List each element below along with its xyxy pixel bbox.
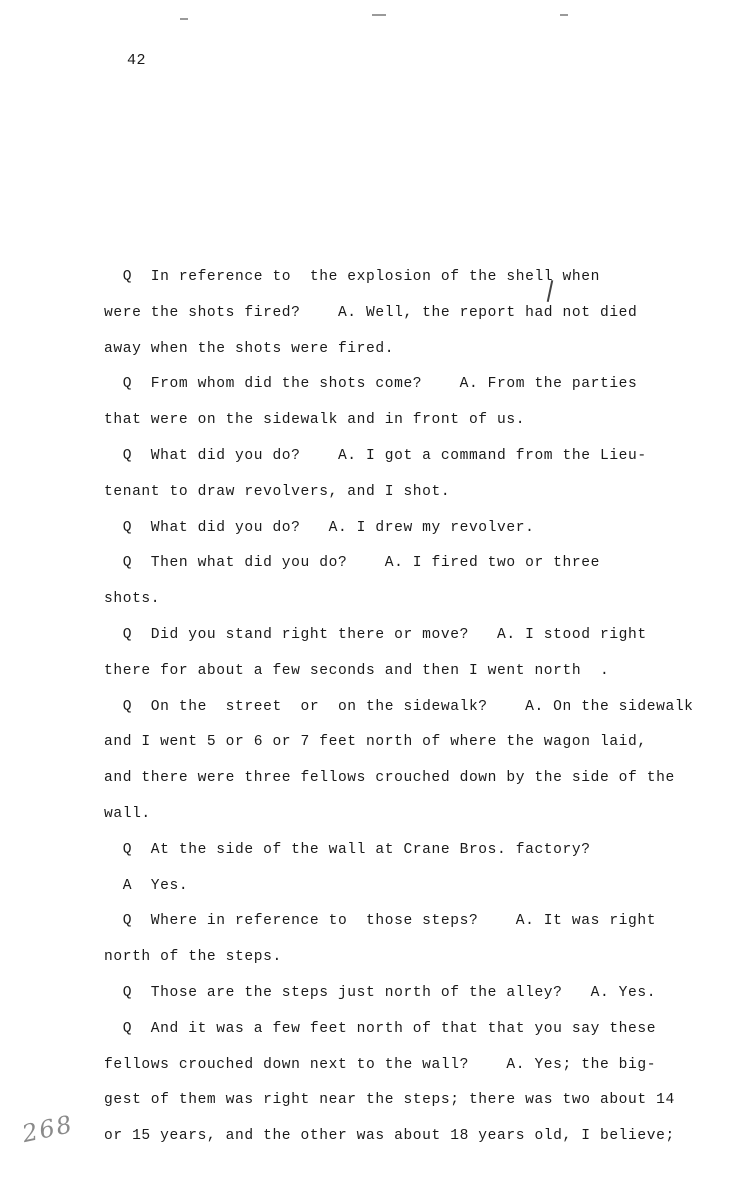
scan-mark [372, 14, 386, 16]
transcript-line: shots. [104, 591, 161, 608]
transcript-line: Q On the street or on the sidewalk? A. On the sidewalk [104, 698, 694, 715]
page-number: 42 [127, 52, 147, 69]
transcript-line: were the shots fired? A. Well, the report had not died [104, 304, 638, 321]
transcript-line: that were on the sidewalk and in front of us. [104, 412, 526, 429]
transcript-line: there for about a few seconds and then I went north . [104, 662, 610, 679]
transcript-line: Q What did you do? A. I got a command from the Lieu- [104, 447, 647, 464]
scan-mark [560, 14, 568, 16]
transcript-line: wall. [104, 805, 151, 822]
transcript-line: Q And it was a few feet north of that that you say these [104, 1020, 657, 1037]
transcript-line: Q What did you do? A. I drew my revolver. [104, 519, 535, 536]
transcript-line: Q At the side of the wall at Crane Bros. factory? [104, 841, 591, 858]
transcript-line: Q Did you stand right there or move? A. I stood right [104, 626, 647, 643]
transcript-line: north of the steps. [104, 949, 282, 966]
transcript-line: Q From whom did the shots come? A. From the parties [104, 376, 638, 393]
transcript-line: and there were three fellows crouched down by the side of the [104, 770, 675, 787]
transcript-line: fellows crouched down next to the wall? A. Yes; the big- [104, 1056, 657, 1073]
transcript-line: Q In reference to the explosion of the shell when [104, 269, 600, 285]
transcript-line: gest of them was right near the steps; there was two about 14 [104, 1092, 675, 1109]
transcript-line: and I went 5 or 6 or 7 feet north of where the wagon laid, [104, 734, 647, 751]
transcript-line: Q Then what did you do? A. I fired two or three [104, 555, 600, 572]
transcript-line: A Yes. [104, 877, 189, 894]
transcript-line: away when the shots were fired. [104, 340, 395, 357]
transcript-line: or 15 years, and the other was about 18 years old, I believe; [104, 1128, 675, 1145]
transcript-body [104, 264, 694, 1159]
scan-mark [180, 18, 188, 20]
transcript-line: Q Those are the steps just north of the alley? A. Yes. [104, 984, 657, 1001]
transcript-line: Q Where in reference to those steps? A. It was right [104, 913, 657, 930]
transcript-line: tenant to draw revolvers, and I shot. [104, 483, 451, 500]
margin-note: 268 [19, 1109, 77, 1149]
